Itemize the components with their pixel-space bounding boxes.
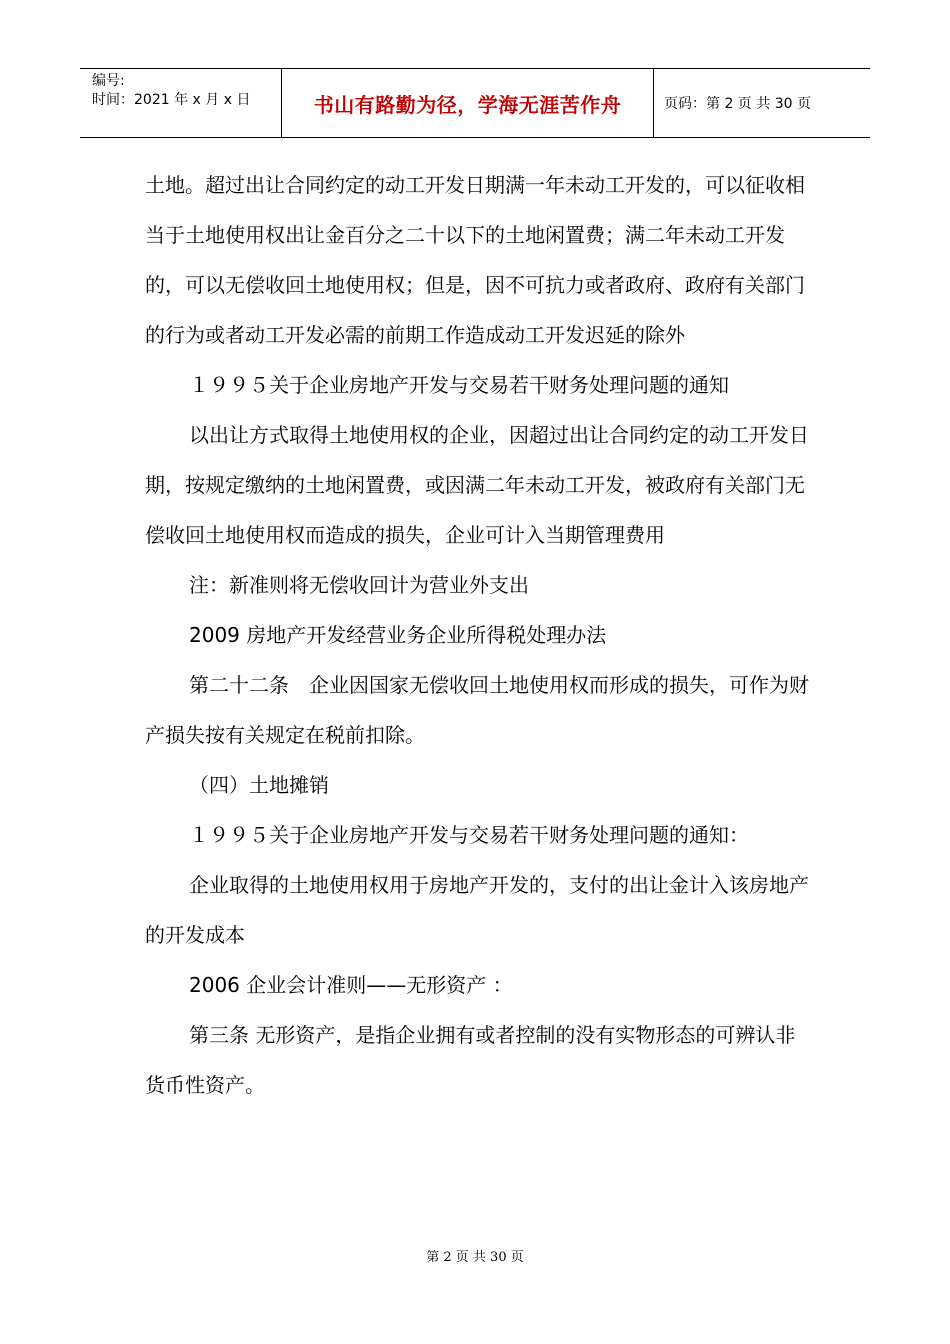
- paragraph: 第三条 无形资产，是指企业拥有或者控制的没有实物形态的可辨认非货币性资产。: [145, 1023, 796, 1097]
- header-page-cell: [654, 69, 870, 137]
- section-heading: （四）土地摊销: [189, 773, 329, 797]
- paragraph: 2009 房地产开发经营业务企业所得税处理办法: [189, 623, 607, 647]
- document-date: 时间：2021 年 x 月 x 日: [92, 92, 251, 108]
- header-motto: 书山有路勤为径，学海无涯苦作舟: [313, 92, 622, 117]
- paragraph: １９９５关于企业房地产开发与交易若干财务处理问题的通知：: [189, 823, 749, 847]
- paragraph: 2006 企业会计准则——无形资产 ：: [189, 973, 513, 997]
- header-meta: [80, 69, 282, 137]
- page-header: [80, 68, 870, 138]
- paragraph: 以出让方式取得土地使用权的企业，因超过出让合同约定的动工开发日期，按规定缴纳的土地闲置费，或因满二年未动工开发，被政府有关部门无偿收回土地使用权而造成的损失，企业可计入当期管理费用: [145, 423, 809, 547]
- paragraph: 企业取得的土地使用权用于房地产开发的，支付的出让金计入该房地产的开发成本: [145, 873, 809, 947]
- paragraph: 土地。超过出让合同约定的动工开发日期满一年未动工开发的，可以征收相当于土地使用权出让金百分之二十以下的土地闲置费；满二年未动工开发的，可以无偿收回土地使用权；但是，因不可抗力或者政府、政府有关部门的行为或者动工开发必需的前期工作造成动工开发迟延的除外: [145, 173, 805, 347]
- document-body: [145, 160, 810, 1110]
- paragraph: １９９５关于企业房地产开发与交易若干财务处理问题的通知: [189, 373, 729, 397]
- paragraph: 注：新准则将无偿收回计为营业外支出: [189, 573, 529, 597]
- document-number-label: 编号:: [92, 73, 125, 89]
- paragraph: 第二十二条 企业因国家无偿收回土地使用权而形成的损失，可作为财产损失按有关规定在税前扣除。: [145, 673, 809, 747]
- header-motto-cell: [282, 69, 654, 137]
- header-page-number: 页码：第 2 页 共 30 页: [664, 96, 811, 112]
- page-footer: 第 2 页 共 30 页: [426, 1250, 524, 1265]
